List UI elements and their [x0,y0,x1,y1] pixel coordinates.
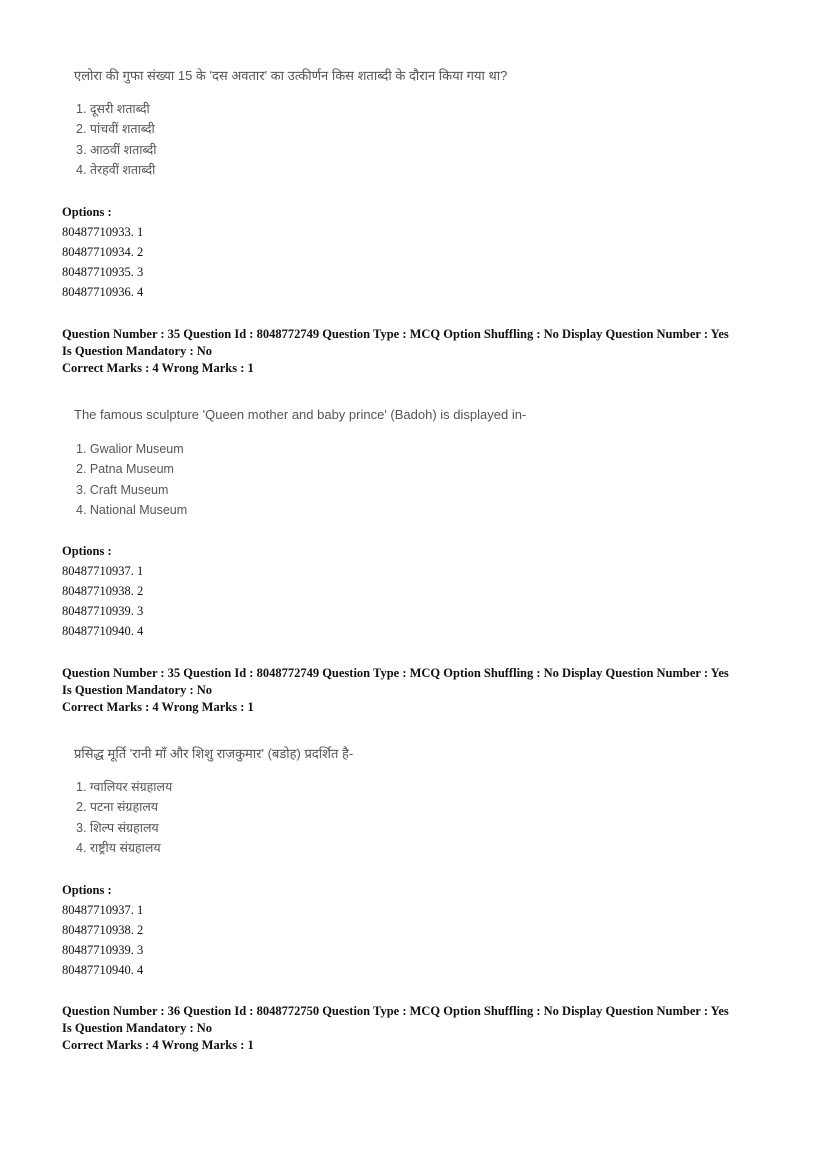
question-choice: 2. पटना संग्रहालय [76,800,159,815]
question-choice: 4. तेरहवीं शताब्दी [76,162,156,177]
question-meta [62,665,778,716]
question-choice: 1. दूसरी शताब्दी [76,102,150,116]
question-text: The famous sculpture 'Queen mother and baby prince' (Badoh) is displayed in- [74,407,527,422]
option-row: 80487710937. 1 [62,903,144,917]
option-row: 80487710933. 1 [62,225,144,239]
question-choice: 3. शिल्प संग्रहालय [76,820,159,835]
option-row: 80487710940. 4 [62,624,144,638]
option-row: 80487710935. 3 [62,265,144,279]
question-choice: 1. Gwalior Museum [76,442,184,456]
question-meta [62,1003,778,1054]
question-text: प्रसिद्ध मूर्ति 'रानी माँ और शिशु राजकुमार' (बडोह) प्रदर्शित है- [74,746,354,761]
option-row: 80487710938. 2 [62,584,144,598]
option-row: 80487710939. 3 [62,943,144,957]
options-list [62,203,143,302]
question-choice: 4. राष्ट्रीय संग्रहालय [76,840,161,855]
question-marks-line: Correct Marks : 4 Wrong Marks : 1 [62,1038,254,1052]
question-text: एलोरा की गुफा संख्या 15 के 'दस अवतार' का उत्कीर्णन किस शताब्दी के दौरान किया गया था? [74,68,508,83]
question-choices [74,439,526,520]
question-choice: 2. Patna Museum [76,462,174,477]
option-row: 80487710940. 4 [62,963,144,977]
options-label: Options : [62,205,112,219]
question-meta-line: Question Number : 35 Question Id : 8048772749 Question Type : MCQ Option Shuffling : No Display Question Number : Yes [62,666,729,680]
options-list [62,542,143,641]
question-meta-line: Question Number : 36 Question Id : 8048772750 Question Type : MCQ Option Shuffling : No Display Question Number : Yes [62,1004,729,1018]
option-row: 80487710939. 3 [62,604,144,618]
question-marks-line: Correct Marks : 4 Wrong Marks : 1 [62,700,254,714]
question-choices [74,99,507,180]
question-choice: 4. National Museum [76,502,188,517]
question-image [74,743,353,858]
question-choice: 3. आठवीं शताब्दी [76,142,157,157]
question-image [74,66,507,180]
option-row: 80487710934. 2 [62,245,144,259]
question-choice: 2. पांचवीं शताब्दी [76,122,155,137]
question-meta [62,326,778,377]
question-choices [74,777,353,858]
options-label: Options : [62,544,112,558]
question-marks-line: Correct Marks : 4 Wrong Marks : 1 [62,361,254,375]
question-choice: 3. Craft Museum [76,482,169,497]
options-label: Options : [62,883,112,897]
question-mandatory-line: Is Question Mandatory : No [62,344,213,358]
options-list [62,881,143,980]
question-mandatory-line: Is Question Mandatory : No [62,683,213,697]
question-choice: 1. ग्वालियर संग्रहालय [76,780,173,794]
question-image [74,405,526,520]
question-mandatory-line: Is Question Mandatory : No [62,1021,213,1035]
option-row: 80487710936. 4 [62,285,144,299]
option-row: 80487710937. 1 [62,564,144,578]
question-meta-line: Question Number : 35 Question Id : 8048772749 Question Type : MCQ Option Shuffling : No Display Question Number : Yes [62,327,729,341]
option-row: 80487710938. 2 [62,923,144,937]
